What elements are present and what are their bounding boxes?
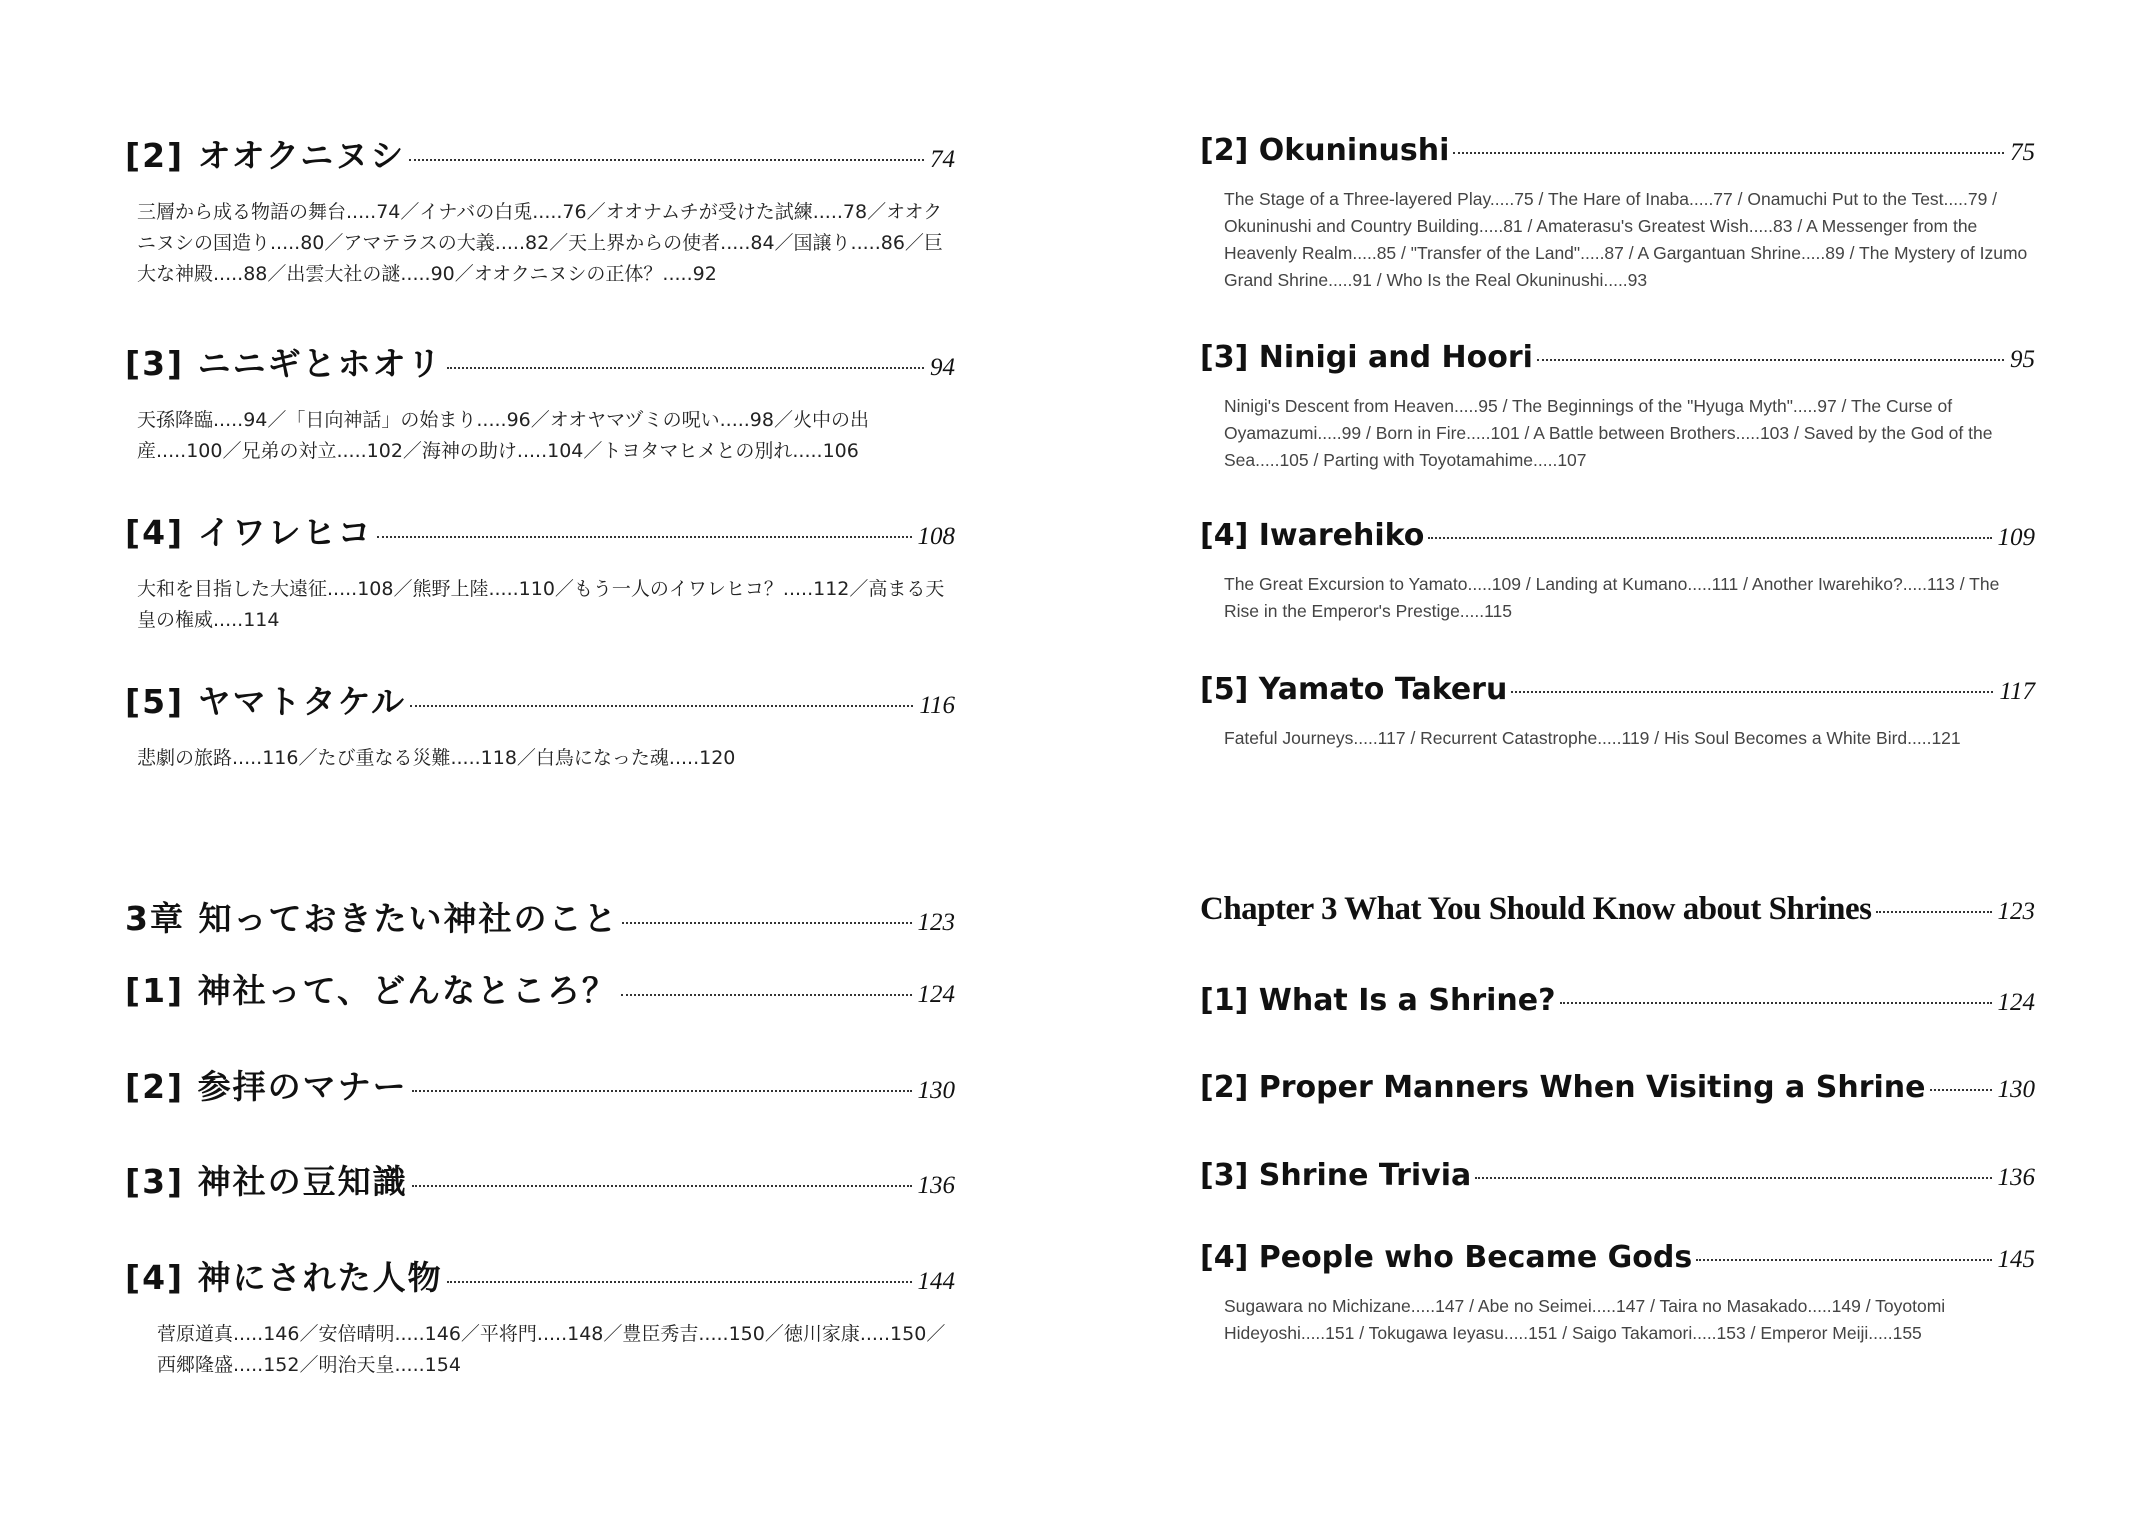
- toc-section-okuninushi-en: [1200, 133, 2035, 294]
- page-number: 74: [930, 146, 955, 173]
- toc-section-iwarehiko-en: [1200, 518, 2035, 625]
- page-number: 95: [2010, 346, 2035, 373]
- section-contents: 菅原道真.....146／安倍晴明.....146／平将門.....148／豊臣秀吉.....150／徳川家康.....150／西郷隆盛.....152／明治天皇.....154: [157, 1323, 946, 1376]
- leader-dots: [409, 159, 924, 161]
- section-title: [4] イワレヒコ: [125, 513, 373, 552]
- section-title: [3] ニニギとホオリ: [125, 344, 443, 383]
- section-contents: 天孫降臨.....94／「日向神話」の始まり.....96／オオヤマヅミの呪い.....98／火中の出産.....100／兄弟の対立.....102／海神の助け.....104／トヨタマヒメとの別れ.....106: [137, 409, 869, 462]
- leader-dots: [1930, 1089, 1992, 1091]
- page-number: 109: [1997, 524, 2035, 551]
- chapter-title: Chapter 3 What You Should Know about Shrines: [1200, 891, 1872, 927]
- section-title: [3] Ninigi and Hoori: [1200, 340, 1533, 375]
- page-number: 94: [930, 354, 955, 381]
- toc-section-trivia-jp: [125, 1156, 955, 1203]
- section-contents: 悲劇の旅路.....116／たび重なる災難.....118／白鳥になった魂.....120: [137, 747, 736, 769]
- section-title: [3] Shrine Trivia: [1200, 1158, 1472, 1193]
- section-contents: The Stage of a Three-layered Play.....75 / The Hare of Inaba.....77 / Onamuchi Put to the Test.....79 / Okuninushi and Country Building.....81 / Amaterasu's Greatest Wish.....83 / A Messenger from the Heavenly Realm.....85 / "Transfer of the Land".....87 / A Gargantuan Shrine.....89 / The Mystery of Izumo Grand Shrine.....91 / Who Is the Real Okuninushi.....93: [1224, 189, 2028, 290]
- leader-dots: [1453, 152, 2004, 154]
- section-contents: Fateful Journeys.....117 / Recurrent Catastrophe.....119 / His Soul Becomes a White Bird.....121: [1224, 728, 1961, 748]
- toc-section-what-is-shrine-jp: [125, 965, 955, 1012]
- leader-dots: [622, 922, 911, 924]
- toc-section-yamato-takeru-jp: [125, 676, 955, 774]
- leader-dots: [412, 1185, 912, 1187]
- page-number: 116: [919, 692, 955, 719]
- section-contents: Ninigi's Descent from Heaven.....95 / The Beginnings of the "Hyuga Myth".....97 / The Curse of Oyamazumi.....99 / Born in Fire.....101 / A Battle between Brothers.....103 / Saved by the God of the Sea.....105 / Parting with Toyotamahime.....107: [1224, 396, 1993, 470]
- page-number: 123: [917, 909, 955, 936]
- leader-dots: [377, 536, 912, 538]
- leader-dots: [1475, 1177, 1991, 1179]
- section-title: [3] 神社の豆知識: [125, 1162, 408, 1201]
- section-title: [4] Iwarehiko: [1200, 518, 1425, 553]
- leader-dots: [410, 705, 913, 707]
- chapter-3-heading-jp: [125, 893, 955, 940]
- section-title: [5] Yamato Takeru: [1200, 672, 1508, 707]
- leader-dots: [1876, 911, 1992, 913]
- page-number: 136: [1997, 1164, 2035, 1191]
- toc-section-manners-en: [1200, 1070, 2035, 1105]
- leader-dots: [412, 1090, 912, 1092]
- section-title: [1] 神社って、どんなところ？: [125, 971, 617, 1010]
- leader-dots: [447, 1281, 912, 1283]
- page-number: 124: [917, 981, 955, 1008]
- leader-dots: [1696, 1259, 1991, 1261]
- section-title: [1] What Is a Shrine?: [1200, 983, 1556, 1018]
- page-number: 130: [917, 1077, 955, 1104]
- page-number: 145: [1997, 1246, 2035, 1273]
- toc-section-people-gods-en: [1200, 1240, 2035, 1347]
- leader-dots: [447, 367, 924, 369]
- page-number: 124: [1997, 989, 2035, 1016]
- page-number: 136: [917, 1172, 955, 1199]
- toc-section-yamato-takeru-en: [1200, 672, 2035, 752]
- leader-dots: [1428, 537, 1991, 539]
- section-contents: Sugawara no Michizane.....147 / Abe no Seimei.....147 / Taira no Masakado.....149 / Toyotomi Hideyoshi.....151 / Tokugawa Ieyasu.....151 / Saigo Takamori.....153 / Emperor Meiji.....155: [1224, 1296, 1946, 1343]
- leader-dots: [1537, 359, 2004, 361]
- toc-section-manners-jp: [125, 1061, 955, 1108]
- section-title: [2] Okuninushi: [1200, 133, 1450, 168]
- page-number: 123: [1997, 898, 2035, 925]
- section-contents: 大和を目指した大遠征.....108／熊野上陸.....110／もう一人のイワレヒコ？.....112／高まる天皇の権威.....114: [137, 578, 945, 631]
- page-number: 75: [2010, 139, 2035, 166]
- chapter-3-heading-en: [1200, 891, 2035, 928]
- page-number: 144: [917, 1268, 955, 1295]
- section-title: [2] 参拝のマナー: [125, 1067, 408, 1106]
- toc-section-people-gods-jp: [125, 1252, 955, 1381]
- section-title: [4] People who Became Gods: [1200, 1240, 1693, 1275]
- page-number: 108: [917, 523, 955, 550]
- page-number: 130: [1997, 1076, 2035, 1103]
- toc-section-ninigi-jp: [125, 338, 955, 467]
- leader-dots: [1560, 1002, 1992, 1004]
- section-title: [2] オオクニヌシ: [125, 136, 406, 175]
- toc-section-okuninushi-jp: [125, 130, 955, 290]
- toc-section-iwarehiko-jp: [125, 507, 955, 636]
- section-title: [2] Proper Manners When Visiting a Shrine: [1200, 1070, 1926, 1105]
- section-title: [4] 神にされた人物: [125, 1258, 443, 1297]
- page-number: 117: [1999, 678, 2035, 705]
- section-title: [5] ヤマトタケル: [125, 682, 406, 721]
- leader-dots: [621, 994, 912, 996]
- chapter-title: 3章 知っておきたい神社のこと: [125, 899, 619, 938]
- leader-dots: [1511, 691, 1993, 693]
- toc-section-ninigi-en: [1200, 340, 2035, 474]
- toc-section-what-is-shrine-en: [1200, 983, 2035, 1018]
- section-contents: 三層から成る物語の舞台.....74／イナバの白兎.....76／オオナムチが受けた試練.....78／オオクニヌシの国造り.....80／アマテラスの大義.....82／天上界からの使者.....84／国譲り.....86／巨大な神殿.....88／出雲大社の謎.....90／オオクニヌシの正体？.....92: [137, 201, 943, 285]
- section-contents: The Great Excursion to Yamato.....109 / Landing at Kumano.....111 / Another Iwarehiko?.....113 / The Rise in the Emperor's Prestige.....115: [1224, 574, 2000, 621]
- toc-section-trivia-en: [1200, 1158, 2035, 1193]
